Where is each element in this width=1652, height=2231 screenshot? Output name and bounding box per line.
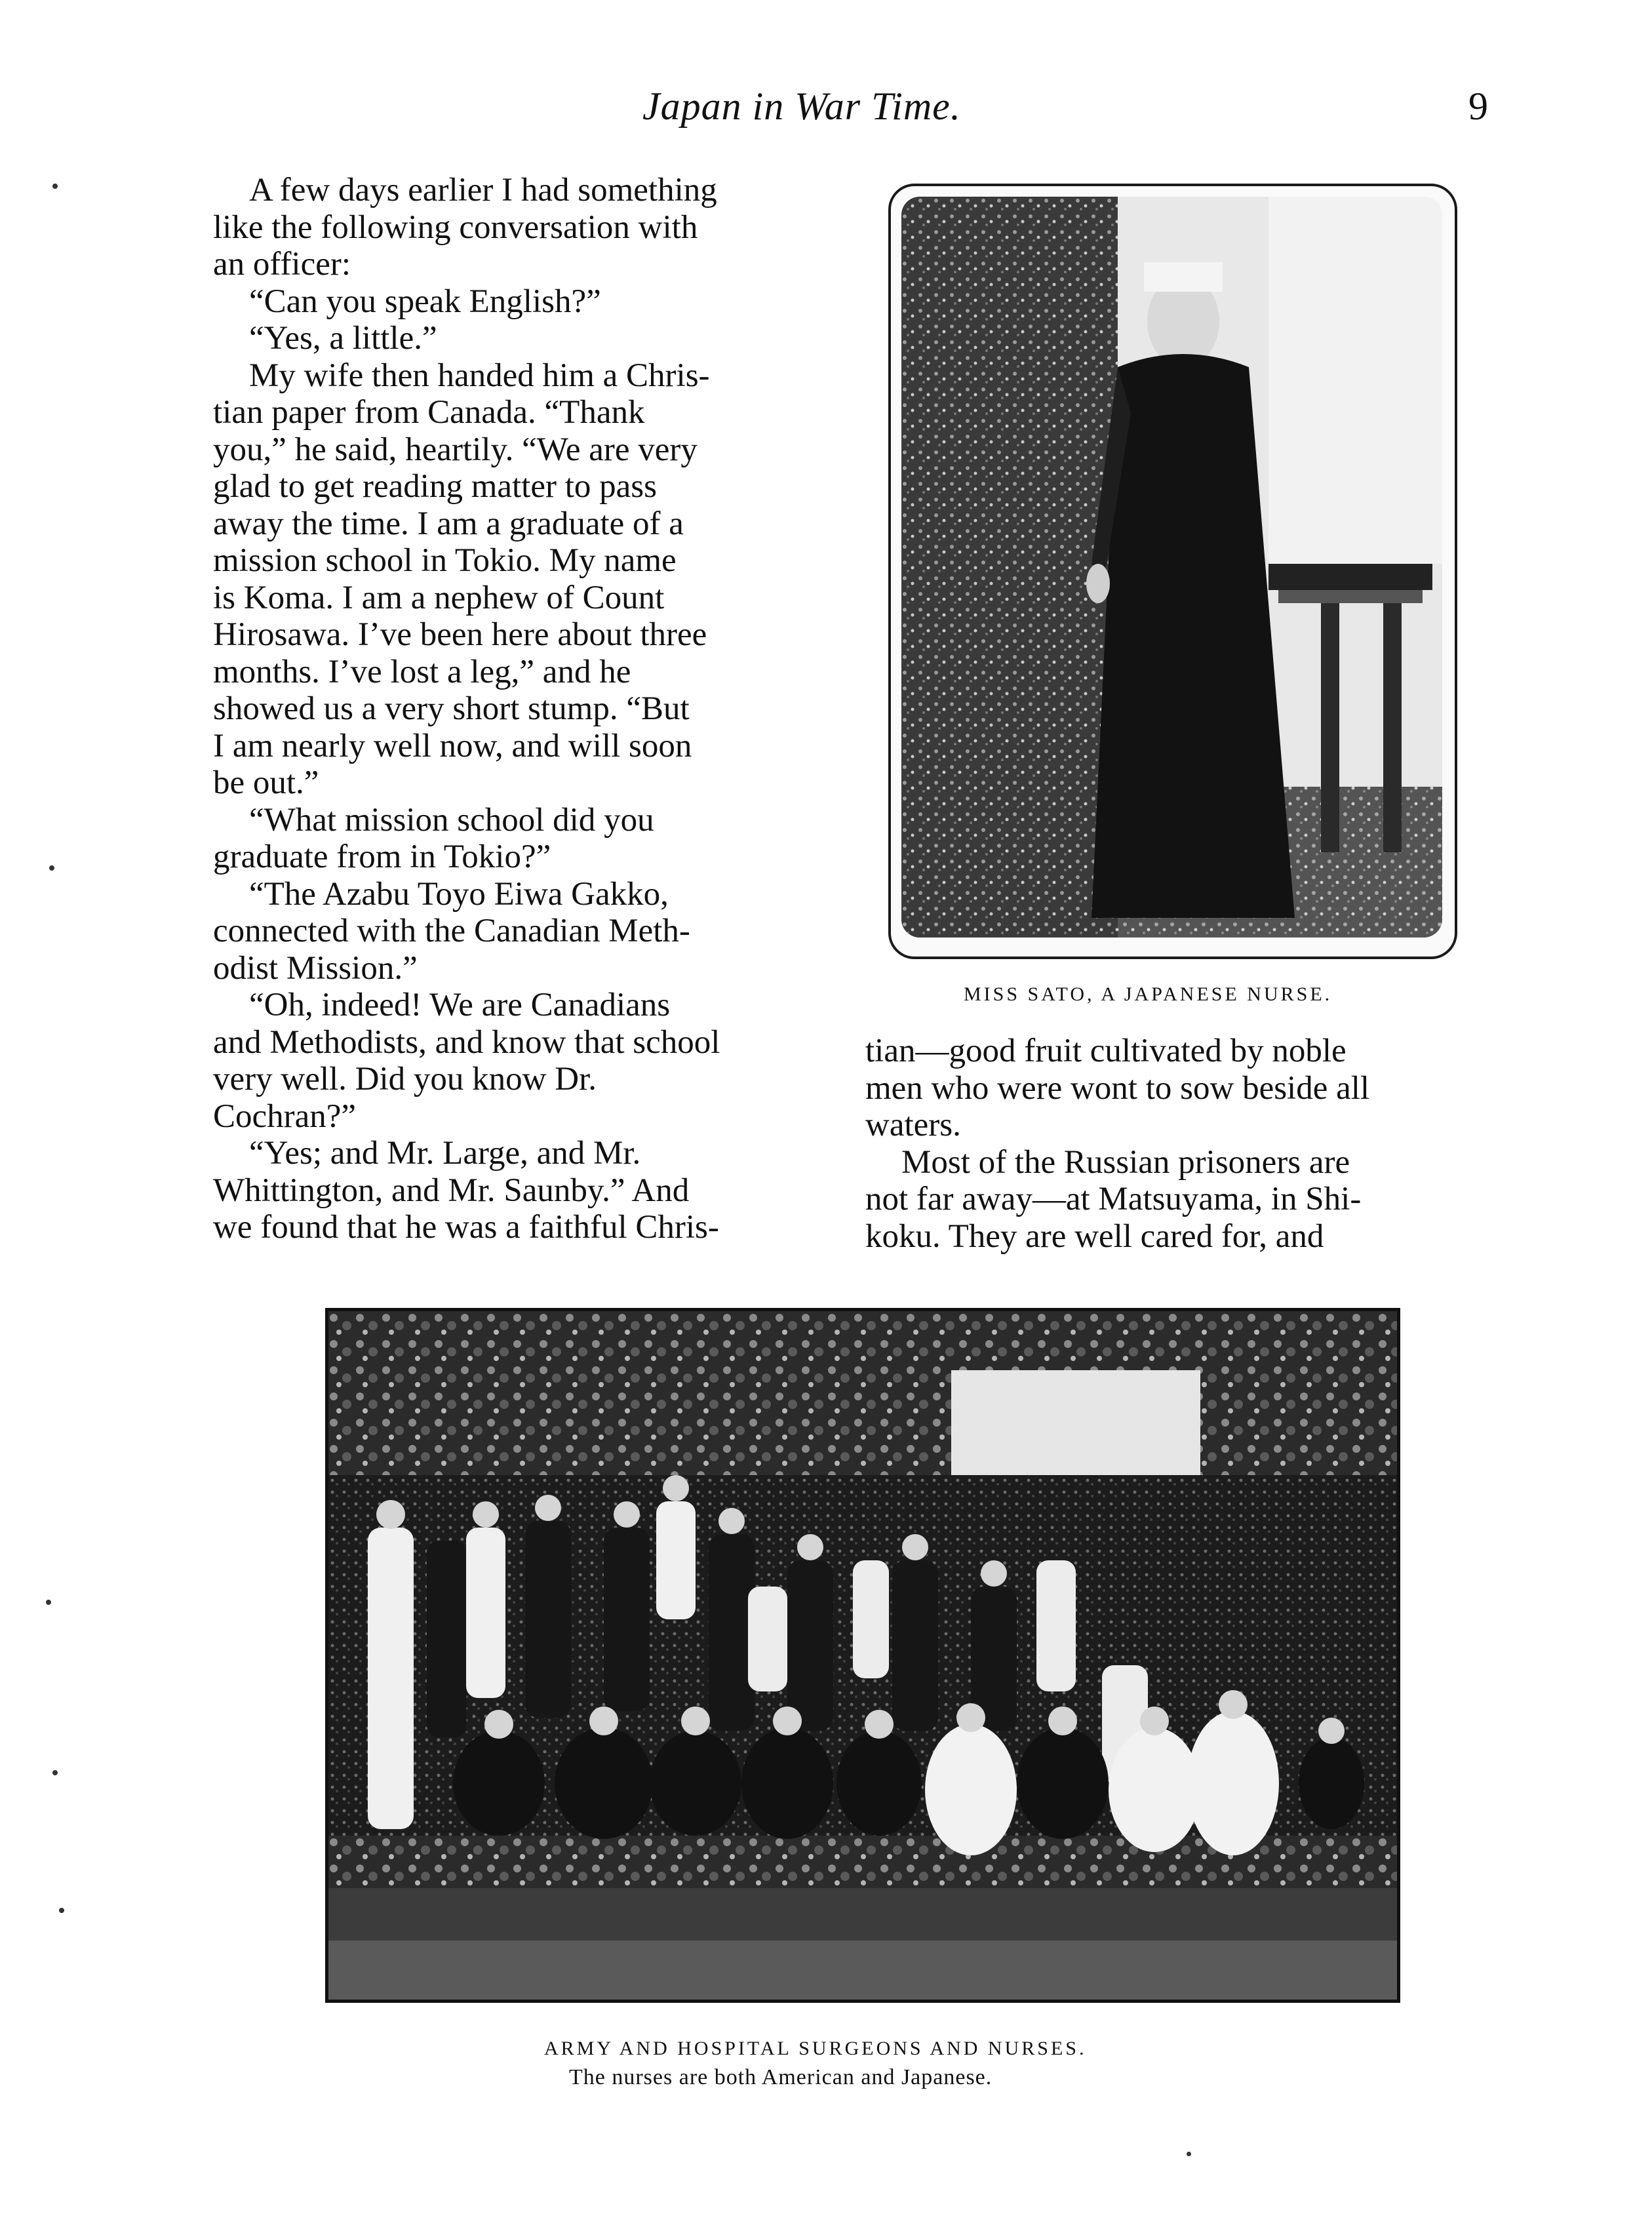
text-line: graduate from in Tokio?” xyxy=(213,839,551,875)
text-line: My wife then handed him a Chris- xyxy=(249,357,710,394)
text-line: mission school in Tokio. My name xyxy=(213,542,677,579)
text-line: Most of the Russian prisoners are xyxy=(901,1143,1350,1181)
left-column-text xyxy=(213,172,829,1246)
scan-speck xyxy=(1187,2152,1191,2156)
page-number: 9 xyxy=(1468,85,1488,128)
text-line: “Yes; and Mr. Large, and Mr. xyxy=(249,1135,641,1172)
nurse-photo-caption: MISS SATO, A JAPANESE NURSE. xyxy=(964,983,1333,1005)
nurse-photo xyxy=(901,197,1442,938)
scan-speck xyxy=(52,184,58,189)
text-line: men who were wont to sow beside all xyxy=(865,1069,1370,1107)
text-line: odist Mission.” xyxy=(213,949,418,987)
text-line: “The Azabu Toyo Eiwa Gakko, xyxy=(249,875,669,913)
text-line: koku. They are well cared for, and xyxy=(865,1217,1324,1255)
text-line: Cochran?” xyxy=(213,1097,357,1135)
text-line: we found that he was a faithful Chris- xyxy=(213,1209,719,1246)
text-line: A few days earlier I had something xyxy=(249,172,717,208)
text-line: is Koma. I am a nephew of Count xyxy=(213,579,665,616)
text-line: and Methodists, and know that school xyxy=(213,1023,720,1061)
text-line: be out.” xyxy=(213,764,319,801)
text-line: waters. xyxy=(865,1107,961,1143)
text-line: “Oh, indeed! We are Canadians xyxy=(249,987,671,1023)
text-line: connected with the Canadian Meth- xyxy=(213,913,690,949)
text-line: like the following conversation with xyxy=(213,208,698,246)
group-photo xyxy=(325,1308,1400,2003)
text-line: you,” he said, heartily. “We are very xyxy=(213,431,698,468)
text-line: tian paper from Canada. “Thank xyxy=(213,394,645,431)
text-line: showed us a very short stump. “But xyxy=(213,690,690,727)
text-line: glad to get reading matter to pass xyxy=(213,468,657,505)
group-photo-caption: ARMY AND HOSPITAL SURGEONS AND NURSES. xyxy=(544,2038,1087,2059)
right-column-text xyxy=(865,1033,1508,1255)
text-line: “Can you speak English?” xyxy=(249,283,601,320)
running-head-title: Japan in War Time. xyxy=(642,85,961,128)
scan-speck xyxy=(59,1908,64,1913)
text-line: “Yes, a little.” xyxy=(249,320,437,357)
scan-speck xyxy=(46,1600,51,1605)
text-line: months. I’ve lost a leg,” and he xyxy=(213,653,631,690)
text-line: Hirosawa. I’ve been here about three xyxy=(213,616,707,653)
text-line: tian—good fruit cultivated by noble xyxy=(865,1033,1347,1069)
scan-speck xyxy=(52,1770,58,1775)
text-line: an officer: xyxy=(213,246,351,283)
text-line: not far away—at Matsuyama, in Shi- xyxy=(865,1181,1362,1217)
text-line: I am nearly well now, and will soon xyxy=(213,727,692,764)
text-line: very well. Did you know Dr. xyxy=(213,1061,597,1097)
text-line: Whittington, and Mr. Saunby.” And xyxy=(213,1172,690,1209)
text-line: “What mission school did you xyxy=(249,801,654,839)
scan-speck xyxy=(49,865,54,871)
group-photo-subcaption: The nurses are both American and Japanese. xyxy=(569,2065,993,2089)
text-line: away the time. I am a graduate of a xyxy=(213,505,684,542)
